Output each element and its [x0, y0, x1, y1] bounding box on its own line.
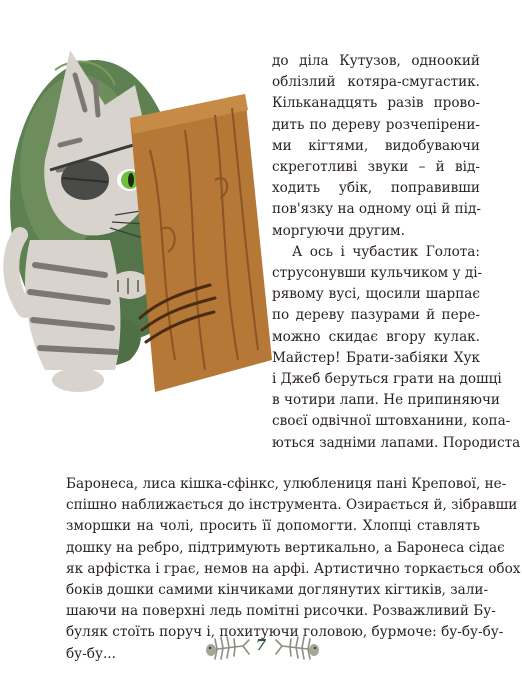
text-line: скреготливі звуки – й від-: [272, 159, 480, 176]
text-line: до діла Кутузов, одноокий: [272, 53, 480, 69]
text-line: Баронеса, лиса кішка-сфінкс, улюблениця пані Крепової, не-: [66, 476, 507, 492]
text-line: моргуючи другим.: [272, 222, 405, 239]
text-line: Кільканадцять разів прово-: [272, 95, 480, 112]
text-line: струсонувши кульчиком у ді-: [272, 265, 483, 282]
text-line: облізлий котяра-смугастик.: [272, 74, 480, 91]
page-number: 7: [255, 636, 267, 654]
text-line: боків дошки самими кінчиками доглянутих кігтиків, зали-: [66, 582, 489, 599]
text-column-upper: [272, 51, 521, 454]
text-line: бу-бу...: [66, 645, 116, 662]
text-line: і Джеб беруться грати на дошці: [272, 371, 502, 388]
text-line: А ось і чубастик Голота:: [292, 243, 480, 260]
page-footer: [0, 628, 522, 672]
text-line: в чотири лапи. Не припиняючи: [272, 392, 500, 409]
text-line: ходить убік, поправивши: [272, 180, 480, 197]
text-line: зморшки на чолі, просить її допомогти. Хлопці ставлять: [66, 518, 480, 535]
text-line: можно скидає вгору кулак.: [272, 328, 480, 345]
text-line: буляк стоїть поруч і, похитуючи головою, бурмоче: бу-бу-бу-: [66, 624, 504, 641]
cat-behind-board-illustration: [0, 30, 272, 395]
text-line: дошку на ребро, підтримують вертикально, а Баронеса сідає: [66, 539, 505, 556]
fish-skeleton-icon: [205, 628, 251, 668]
wooden-board: [130, 94, 272, 392]
paragraph-kutuzov: [272, 51, 480, 242]
text-line: дить по дереву розчепірени-: [272, 116, 480, 133]
text-line: Майстер! Брати-забіяки Хук: [272, 349, 480, 366]
text-line: як арфістка і грає, немов на арфі. Артистично торкається обох: [66, 560, 521, 577]
text-line: рявому вусі, щосили шарпає: [272, 286, 480, 303]
text-line: своєї одвічної штовханини, копа-: [272, 413, 511, 430]
fish-skeleton-icon: [274, 628, 320, 668]
text-line: шаючи на поверхні ледь помітні рисочки. Розважливий Бу-: [66, 603, 496, 620]
text-line: пов'язку на одному оці й під-: [272, 201, 481, 218]
text-line: спішно наближається до інструмента. Озирається й, зібравши: [66, 497, 518, 514]
text-line: по дереву пазурами й пере-: [272, 307, 480, 324]
text-line: ються задніми лапами. Породиста: [272, 434, 521, 451]
paragraph-golota: [272, 242, 521, 454]
text-line: ми кігтями, видобуваючи: [272, 137, 480, 154]
